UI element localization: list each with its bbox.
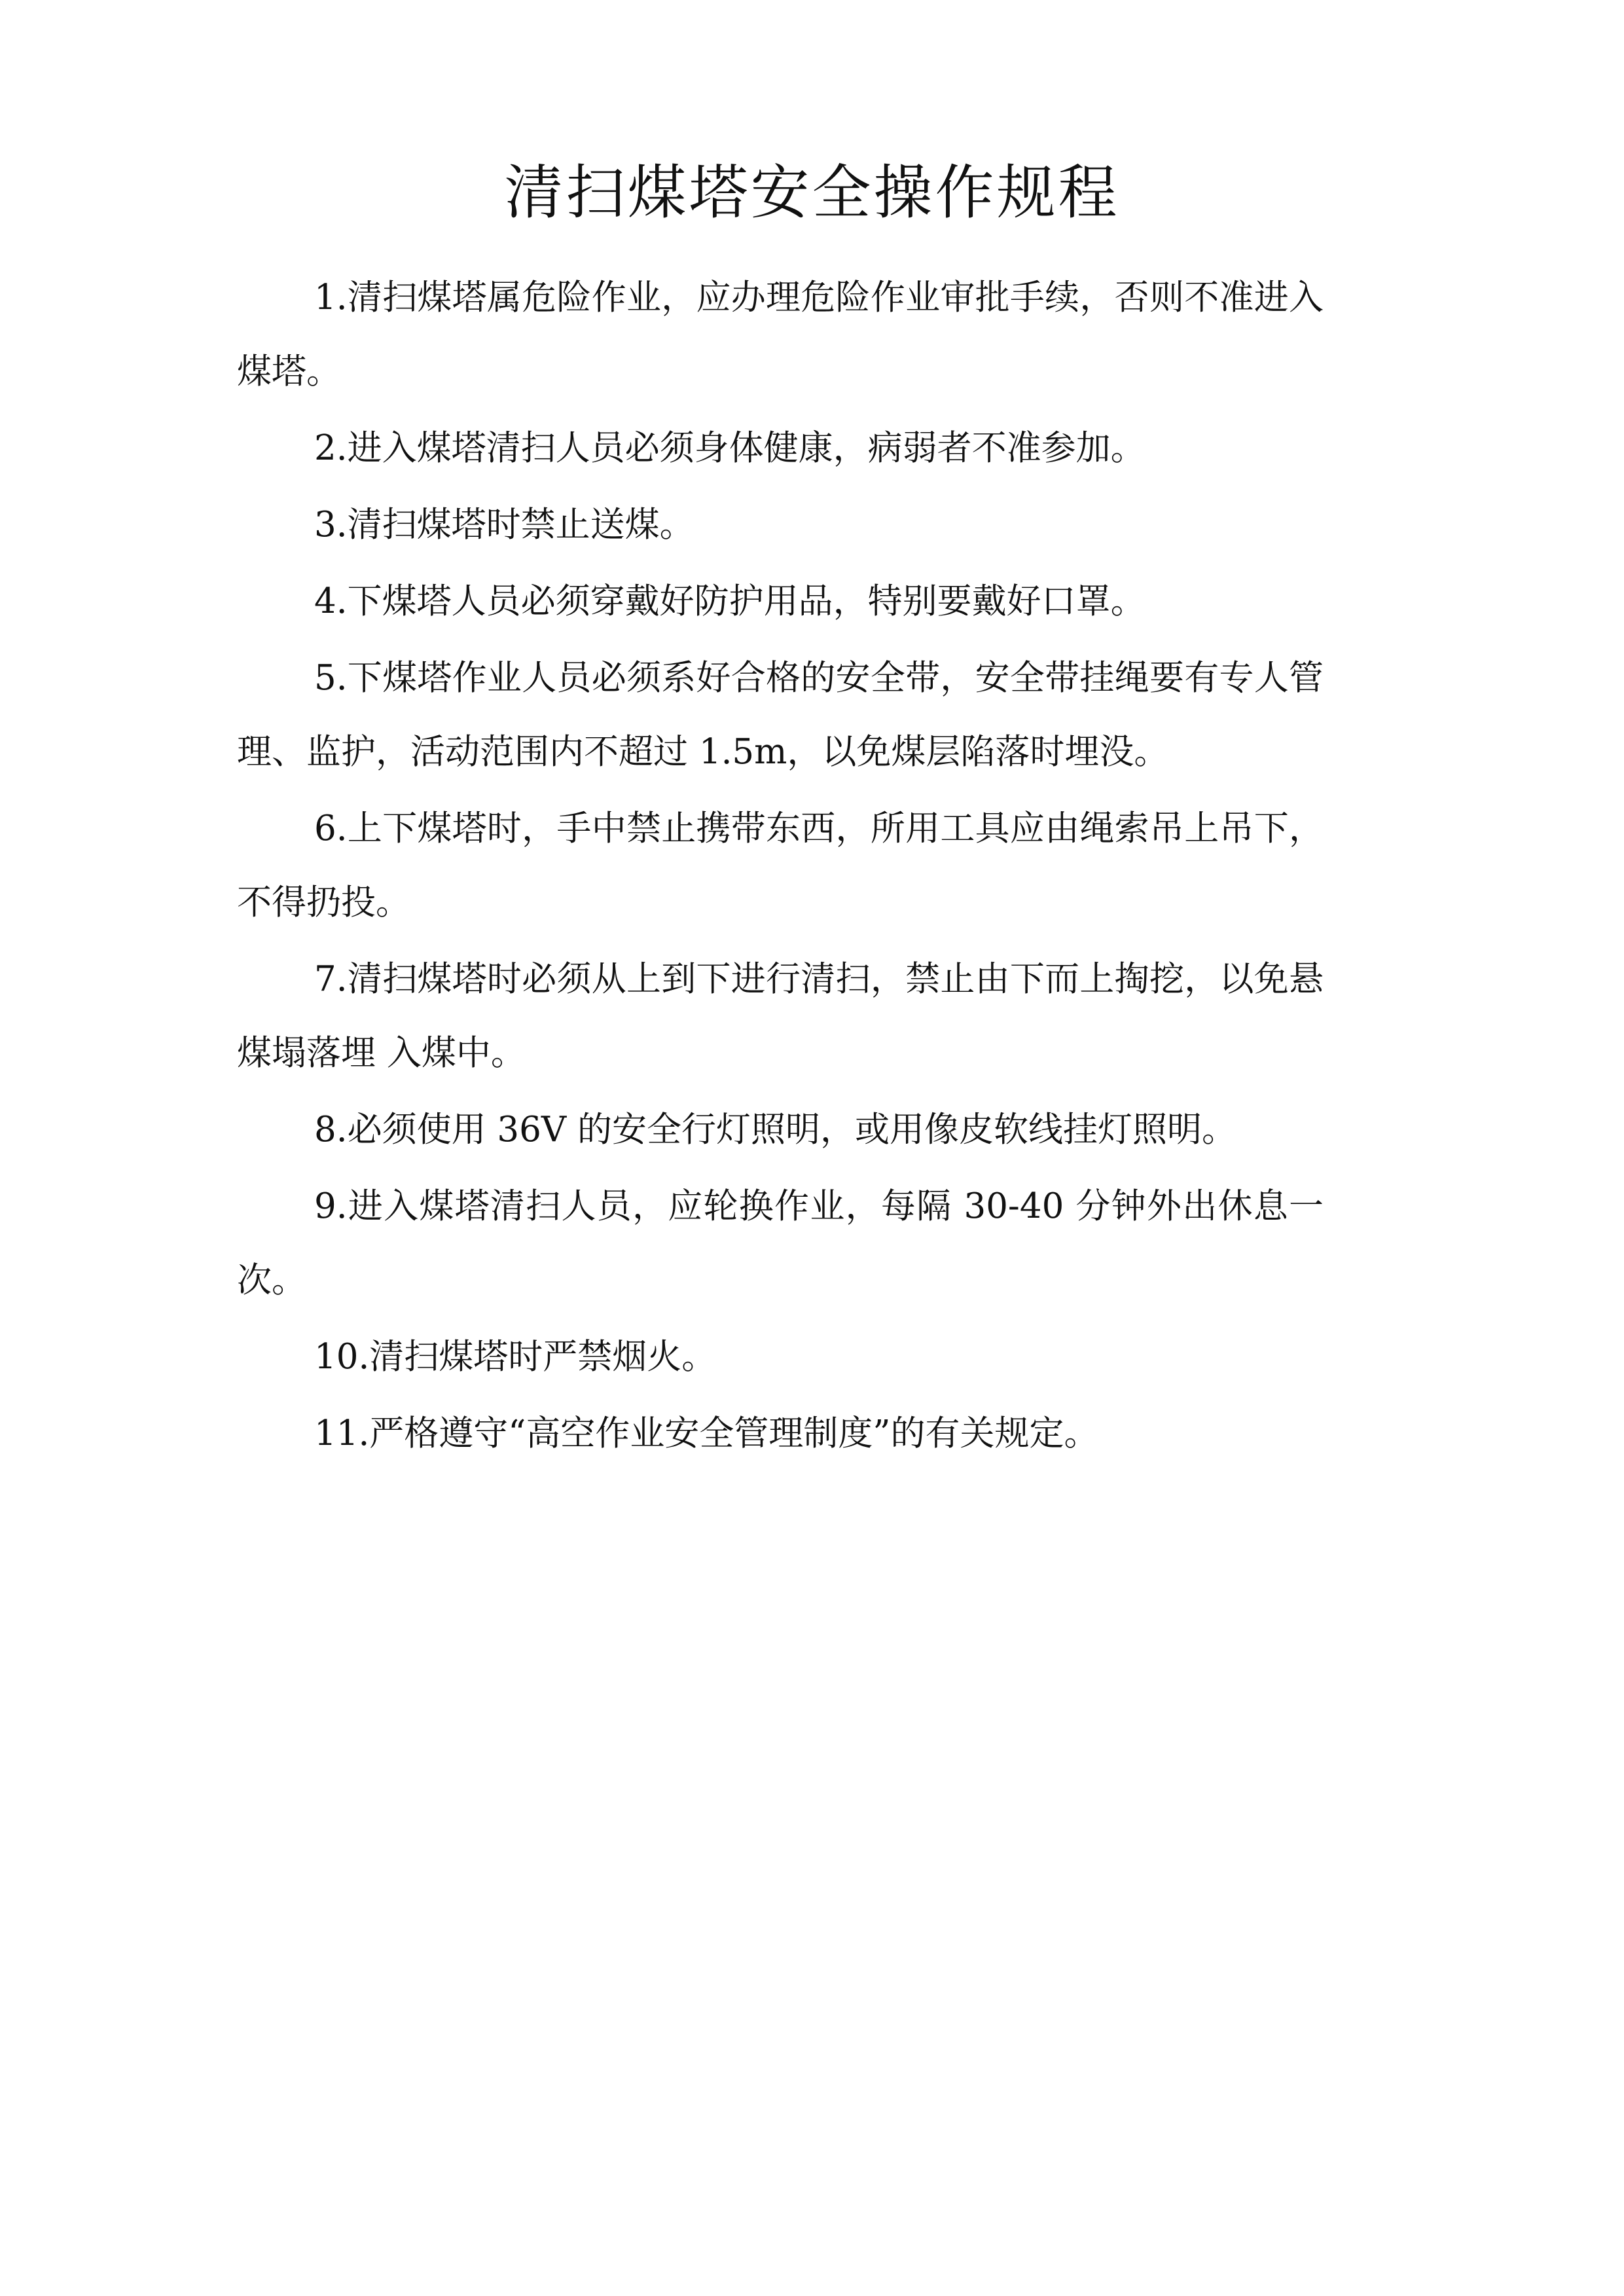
rule-number: 5. [314,658,348,698]
rule-number: 10. [314,1337,370,1377]
rule-text: 进入煤塔清扫人员，应轮换作业，每隔 30-40 分钟外出休息一次。 [237,1186,1324,1300]
rule-text: 清扫煤塔属危险作业，应办理危险作业审批手续，否则不准进入煤塔。 [237,278,1324,392]
rule-item [237,564,1324,638]
document-title: 清扫煤塔安全操作规程 [504,158,1120,227]
rule-item [237,488,1324,562]
rule-text: 清扫煤塔时必须从上到下进行清扫，禁止由下而上掏挖，以免悬煤塌落埋 入煤中。 [237,959,1324,1073]
rule-text: 上下煤塔时，手中禁止携带东西，所用工具应由绳索吊上吊下，不得扔投。 [237,809,1324,922]
rule-number: 4. [314,581,348,621]
rule-number: 6. [314,809,348,848]
rule-number: 8. [314,1110,348,1150]
rule-text: 下煤塔作业人员必须系好合格的安全带，安全带挂绳要有专人管理、监护，活动范围内不超过 1.5m，以免煤层陷落时埋没。 [237,658,1324,772]
rule-text: 必须使用 36V 的安全行灯照明，或用像皮软线挂灯照明。 [347,1110,1236,1150]
rules-list [237,261,1324,1473]
rule-item [237,411,1324,485]
rule-text: 下煤塔人员必须穿戴好防护用品，特别要戴好口罩。 [347,581,1146,621]
rule-number: 3. [314,505,348,545]
rule-number: 9. [314,1186,348,1226]
rule-item [237,942,1324,1090]
rule-text: 严格遵守“高空作业安全管理制度”的有关规定。 [369,1413,1099,1453]
rule-item [237,1396,1324,1470]
rule-item [237,1320,1324,1394]
rule-item [237,261,1324,409]
rule-number: 1. [314,278,348,318]
rule-number: 2. [314,428,348,468]
rule-item [237,792,1324,939]
rule-text: 清扫煤塔时严禁烟火。 [369,1337,717,1377]
rule-number: 11. [314,1413,370,1453]
rule-text: 进入煤塔清扫人员必须身体健康，病弱者不准参加。 [347,428,1146,468]
rule-item [237,1169,1324,1317]
rule-item [237,1093,1324,1167]
rule-item [237,641,1324,789]
rule-text: 清扫煤塔时禁止送煤。 [347,505,695,545]
rule-number: 7. [314,959,348,999]
